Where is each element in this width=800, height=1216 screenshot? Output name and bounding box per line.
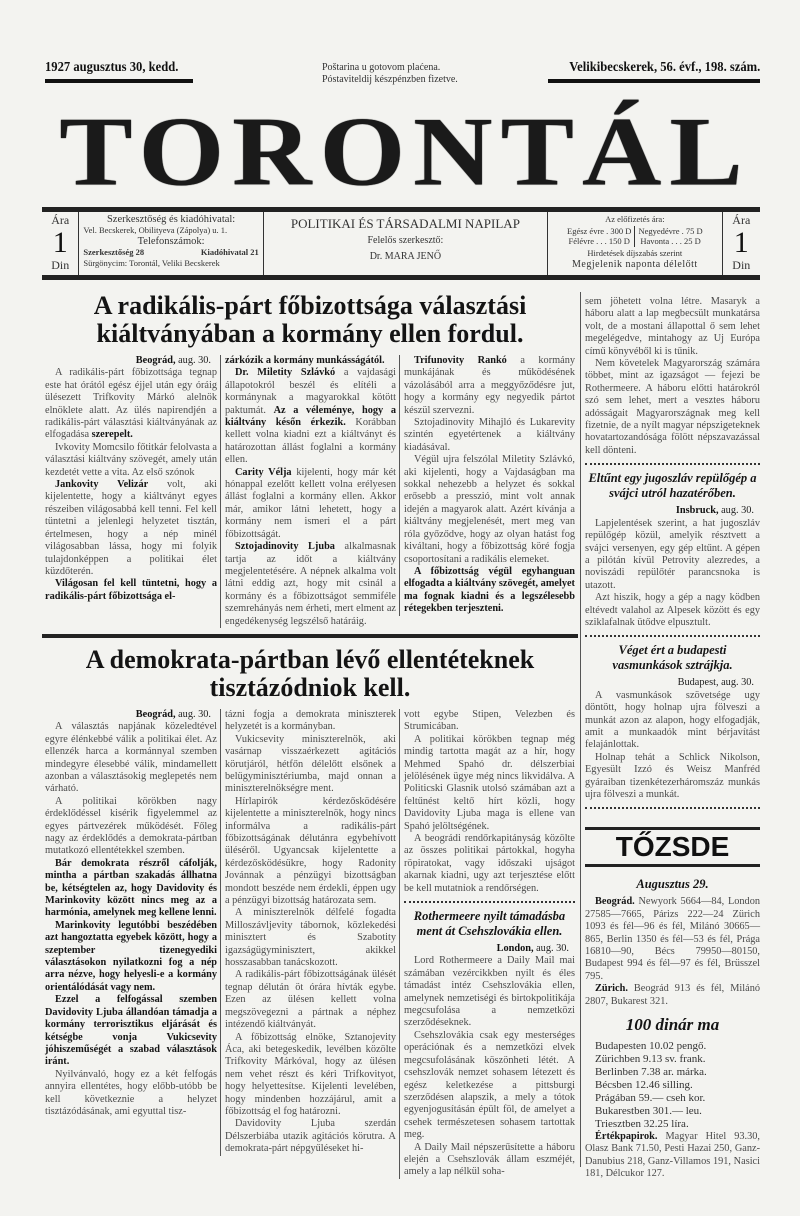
price-unit: Din [732,258,751,272]
bold-text: Sztojadinovity Ljuba [235,541,335,553]
article2-body [45,709,575,1179]
text: Csehszlovákia csak egy mesterséges operációnak és a nemzetközi elvek megcsufolásának köszönheti létét. A csehszlovák nemzet sohasem létezett és egész keletkezése a pittsburgi szerződésen alapszik, a mely a tótok egyenjogusításán épült föl, de amelyet a csehek természetesen sohasem tartottak meg. [404,1029,575,1141]
paragraph [404,955,575,1029]
text: A főbizottság végül egyhanguan elfogadta a kiáltvány szövegét, amelyet ma fognak kiadni és a legszélesebb rétegekben terjeszteni. [404,565,575,615]
text: Lord Rothermeere a Daily Mail mai számában vezércikkben nyilt és éles támadást intéz Csehszlovákia ellen, amelynek nemzetiségi és birtokpolitikája megcsufolása a nemzetközi szerződéseknek. [404,955,575,1029]
bold-text: Értékpapirok. [595,1131,658,1143]
news-headline: 100 dinár ma [625,1015,720,1035]
dateline [45,355,217,367]
rate-item: Zürichben 9.13 sv. frank. [595,1053,706,1066]
text: A választás napjának közeledtével egyre élénkebbé válik a politikai élet. Az ellenzék harca a kormánnyal szemben mindegyre élesebbé válik, mindamellett azonban a választásokig meglepetés nem várható. [45,721,217,795]
paragraph [404,454,575,566]
bold-text: Carity Vélja [235,466,292,478]
paragraph [45,796,217,858]
bold-text: Zürich. [595,983,628,995]
text: Holnap tehát a Schlick Nikolson, Egyesült Izzó és Weisz Manfréd gyáraiban tizenkétezerháromszáz munkás ujra fölveszi a munkát. [585,751,760,800]
rate-item: Budapesten 10.02 pengő. [595,1040,707,1053]
text: A politikai körökben nagy érdeklődéssel kisérik figyelemmel az egyes pártvezérek működését. Főleg nagy az érdeklődés a demokrata-pártban mutatkozó ellentétekkel szemben. [45,795,217,857]
text: aug. 30. [533,943,569,955]
paragraph [404,1142,575,1179]
postal-line-2: Póstaviteldij készpénzben fizetve. [322,74,458,85]
sub-quarter: Negyedévre . 75 D [635,226,706,237]
section-divider [42,634,578,638]
masthead-logo: TORONTÁL [59,96,751,206]
paragraph [225,734,396,796]
text: A Daily Mail népszerűsítette a háboru elején a Csehszlovák állam eszméjét, amely a lap nélkül soha- [404,1141,575,1178]
paragraph [45,578,217,603]
text: aug. 30. [718,505,754,517]
editor-name: Dr. MARA JENŐ [369,251,442,262]
paper-subtitle: POLITIKAI ÉS TÁRSADALMI NAPILAP [290,216,520,231]
issue-underline [548,79,760,83]
text: A beográdi rendőrkapitányság közölte az összes politikai pártokkal, hogyha röpiratokat, vagy időszaki ujságot akarnak kiadni, ugy azt terjesztése előtt be kell mutatniok a rendőrségen. [404,833,575,894]
subscription-title: Az előfizetés ára: [605,214,665,224]
paragraph [225,367,396,466]
text: Végül ujra felszólal Miletity Szlávkó, aki kijelenti, hogy a Vajdaságban ma sokkal nehezebb a helyzet és sokkal erősebb a presszió, mint volt annak idején a magyarok alatt. Azért kívánja a kiáltvány megjelenését, mert meg van róla győződve, hogy az olyan hatást fog kiváltani, hogy a főbizottság köré fogja csoportosítani a radikális elemeket. [404,454,575,565]
issue-number [548,60,760,83]
info-bar [42,207,760,280]
paragraph [585,896,760,983]
paragraph [585,1131,760,1181]
postal-line-1: Poštarina u gotovom plaćena. [322,62,441,73]
rate-item: Prágában 59.— cseh kor. [595,1092,706,1105]
phones-title: Telefonszámok: [137,236,205,247]
article1-body [45,355,575,628]
price-label: Ára [732,213,751,227]
dateline [45,709,217,721]
telegram-address: Sürgönycim: Torontál, Veliki Becskerek [83,258,220,268]
bold-text: Jankovity Velizár [55,479,149,491]
paragraph [225,1118,396,1155]
article2-column-2 [220,709,396,1156]
paragraph [585,518,760,592]
text: Budapest, [677,677,719,689]
sidebar-column [585,296,760,1181]
text: Vukicsevity miniszterelnök, aki vasárnap visszaérkezett agitációs körutjáról, hétfőn délelőtt elsőnek a belügyminisztériumba, majd onnan a miniszterelnökségre ment. [225,733,396,795]
text: aug. 30. [718,677,754,689]
paragraph [225,796,396,908]
paragraph [45,1069,217,1119]
text: Ivkovity Momcsilo főtitkár felolvasta a választási kiáltvány szövegét, amely után kezdetét vette a vita. Az első szónok [45,441,217,478]
article1-column-1 [45,355,217,603]
paragraph [225,907,396,969]
article2-column-3 [399,709,575,1179]
paragraph [225,1032,396,1119]
text: Ezzel a felfogással szemben Davidovity Ljuba állandóan támadja a kormány terrorisztikus eljárását és kétségbe vonja Vukicsevity jóhiszeműségét a szabad választások iránt. [45,994,217,1068]
dateline [585,505,760,517]
rate-item: Bukarestben 301.— leu. [595,1105,702,1118]
text: Hírlapirók kérdezősködésére kijelentette a miniszterelnök, hogy nincs informálva a radikális-párt főbizottságának délutánra egybehívott üléséről. Ugyancsak kijelentette a kérdezősködésükre, hogy Radonity Jovánnak a pénzügyi bizottságban mondott beszéde nem érdekli, éppen ugy a pénzügyi bizottság határozata sem. [225,795,396,907]
text: Bár demokrata részről cáfolják, mintha a pártban szakadás állhatna be, kétségtelen az, hogy Davidovity és Marinkovity között nincs meg az a harmónia, amelynek meg kellene lenni. [45,857,217,919]
text: Korábban kellett volna kiadni ezt a kiáltványt és határozottan állást foglalni a kormány ellen. [225,417,396,466]
text: Magyar Hitel 93.30, Olasz Bank 71.50, Pesti Hazai 250, Ganz-Danubius 218, Ganz-Villamos 191, Nasici 181, Délcukor 127. [585,1131,760,1180]
text: A főbizottság elnöke, Sztanojevity Áca, aki betegeskedik, levélben közölte Trifkovity Márkóval, hogy az ülésen nem vehet részt és kéri Trifkovityot, hogy helyettesítse. Kijelenti levelében, hogy mindenben hozzájárul, amit a főbizottság el fog határozni. [225,1031,396,1117]
rate-item: Bécsben 12.46 silling. [595,1079,693,1092]
paragraph [45,920,217,994]
paragraph [45,721,217,795]
price-value: 1 [733,226,749,259]
rate-item: Berlinben 7.38 ar. márka. [595,1066,707,1079]
text: zárkózik a kormány munkásságától. [225,355,385,366]
text: a kormány munkájának és működésének vázolásából arra a meggyőződésre jut, hogy a kormány egy negyedik pártot készül szervezni. [404,355,575,416]
paragraph [225,467,396,541]
price-right [723,212,760,275]
article1-column-3 [399,355,575,616]
bold-text: Trifunovity Rankó [414,355,507,366]
paragraph [585,592,760,629]
article2-headline: A demokrata-pártban lévő ellentéteknek tisztázódniok kell. [85,644,535,702]
dotted-divider [585,635,760,637]
text: A radikális-párt főbizottságának ülését tegnap délután öt órára hívták egybe. Ezen az ülésen kellett volna megszövegezni a pártnak a néphez intézendő kiáltványát. [225,969,396,1031]
text: Newyork 5664—84, London 27585—7665, Párizs 222—24 Zürich 1093 és fél—96 és fél, Milánó 30665—865, Berlin 1350 és fél—53 és fél, Prága 16810—90, Bécs 79950—80150, Budapest 994 és fél—97 és fél, Brüsszel 795. [585,896,760,982]
paragraph [404,417,575,454]
bold-text: Dr. Miletity Szlávkó [235,367,336,379]
paragraph [585,983,760,1008]
text: Marinkovity legutóbbi beszédében azt hangoztatta egyebek között, hogy a szeptember tizenegyediki választásokon nyilatkozni fog a nép arra nézve, hogy helyesli-e a kormány orientálódását vagy nem. [45,919,217,993]
article1-column-2 [220,355,396,628]
column-rule [580,292,581,1167]
postal-note [322,62,458,86]
news-headline: Eltűnt egy jugoszláv repülőgép a svájci utról hazatérőben. [588,471,757,501]
price-unit: Din [51,258,70,272]
paragraph [225,969,396,1031]
text: kijelenti, hogy már két hónappal ezelőtt kellett volna erélyesen állást foglalni a kormány ellen. Akkor már, amikor látni lehetett, hogy a kormány nem ismeri el a párt főbizottságát. [225,466,397,540]
news-headline: Véget ért a budapesti vasmunkások sztrájkja. [612,643,733,673]
text: A radikális-párt főbizottsága tegnap este hat órától egész éjjel után egy óráig ülésezett Trifkovity Márkó alelnök elnöklete alatt. Az ülés napirendjén a radikális-párt választási kiáltványának az elfogadása [45,367,217,441]
dotted-divider [404,901,575,903]
text: vott egybe Stipen, Velezben és Strumicában. [404,708,575,733]
text: Azt hiszik, hogy a gép a nagy ködben eltévedt valahol az Alpesek között és egy sziklafalnak ütődve elpusztult. [585,592,760,628]
paragraph [45,994,217,1068]
text: aug. 30. [175,708,211,720]
date-text: 1927 augusztus 30, kedd. [45,60,179,75]
issue-text: Velikibecskerek, 56. évf., 198. szám. [568,60,760,75]
news-headline: Augusztus 29. [636,877,709,892]
bold-text: Az a véleménye, hogy a kiáltvány későn érkezik. [225,404,397,429]
bold-text: London, [496,943,534,955]
text: a vajdasági állapotokról beszél és elítéli a kormánynak a magyarokkal kötött paktumát. [225,367,396,416]
editorial-info [79,212,263,275]
bold-text: Insbruck, [675,505,719,517]
article2-column-1 [45,709,217,1118]
paragraph [45,367,217,441]
paragraph [585,752,760,802]
text: A miniszterelnök délfelé fogadta Milloszávljevity tábornok, közlekedési minisztert és Szabotity igazságügyminisztert, akikkel hosszasabban tanácskozott. [225,907,396,969]
text: aug. 30. [175,355,211,366]
ads-note: Hirdetések díjszabás szerint [587,247,683,258]
paragraph [225,541,396,628]
paragraph [585,296,760,358]
rates-list [585,1040,760,1131]
text: Davidovity Ljuba szerdán Délszerbiába utazik agitációs körutra. A demokrata-párt népgyűléseket hi- [225,1118,396,1155]
sub-month: Havonta . . . 25 D [635,236,706,247]
paragraph [404,566,575,616]
dotted-divider [585,463,760,465]
phone-editorial: Szerkesztőség 28 [83,247,145,257]
phone-office: Kiadóhivatal 21 [200,247,259,257]
paragraph [404,833,575,895]
text: Beográd 913 és fél, Milánó 2807, Bukarest 321. [585,983,760,1007]
paragraph [585,690,760,752]
dotted-divider [585,807,760,809]
article1-headline: A radikális-párt főbizottsága választási kiáltványában a kormány ellen fordul. [93,291,527,348]
text: Világosan fel kell tüntetni, hogy a radikális-párt főbizottsága el- [45,578,217,602]
text: Sztojadinovity Mihajló és Lukarevity szintén egyetértenek a kiáltvány kiadásával. [404,417,575,453]
editorial-address: Vel. Becskerek, Obilityeva (Zápolya) u. 1. [83,225,228,235]
issue-date [45,60,193,83]
paragraph [45,479,217,578]
sub-half: Félévre . . . 150 D [568,236,630,246]
paragraph [404,734,575,833]
paragraph [225,355,396,367]
text: volt, aki kijelentette, hogy a kiáltványt egyes részeiben világosabbá kell tenni. Fel kell tüntetni a jelenlegi helyzetet tisztán, értelmesen, hogy a nép minél világosabban lássa, hogy mi folyik tulajdonképpen a politikai élet küzdőterén. [45,479,217,577]
bold-text: Beográd. [595,896,635,908]
stock-exchange-heading: TŐZSDE [585,827,760,867]
paragraph [404,1030,575,1142]
paragraph [45,442,217,479]
subscription-prices [564,226,706,247]
text: tázni fogja a demokrata miniszterek helyzetét is a kormányban. [225,708,396,733]
text: A vasmunkások szövetsége ugy döntött, hogy holnap ujra fölveszi a munkát azon az alapon, hogy elfogadják, amit a munkaadók mint bérjavítást felajánlottak. [585,689,760,751]
editor-label: Felelős szerkesztő: [367,235,444,246]
editorial-title: Szerkesztőség és kiadóhivatal: [106,214,236,225]
text: sem jöhetett volna létre. Masaryk a háboru alatt a lap megbecsült munkatársa volt, de a mostani állapottal ő sem lehet megelégedve, mintahogy az Uj Európa című könyvéből ki is tűnik. [585,296,760,357]
price-left [42,212,79,275]
dateline [585,677,760,689]
text: alkalmasnak tartja az időt a kiáltvány megjelentetésére. A népnek alkalma volt látni eddig azt, hogy mit csinál a kormány és a főbizottságot semmiféle szemrehányás nem érheti, mert elment az engedékenység legszélső határáig. [225,541,396,627]
text: A politikai körökben tegnap még mindig tartotta magát az a hír, hogy Mehmed Spahó dr. délszerbiai jelölésének ügye még nincs likvidálva. A Politicski Glasnik utolsó számában azt a feltűnést keltő hírt közli, hogy Davidovity Ljuba maga is ellene van Spahó jelöltségének. [404,733,575,832]
subscription-info [548,212,723,275]
rate-item: Triesztben 32.25 líra. [595,1118,689,1131]
paragraph [404,709,575,734]
paragraph [225,709,396,734]
dateline [404,943,575,955]
paper-subtitle-block [264,212,548,275]
price-label: Ára [51,213,70,227]
news-headline: Rothermeere nyilt támadásba ment át Csehszlovákia ellen. [413,909,566,939]
paragraph [45,858,217,920]
main-articles [45,292,575,1179]
bold-text: Beográd, [135,708,176,720]
paragraph [404,355,575,417]
bold-text: szerepelt. [91,429,133,441]
paragraph [585,358,760,457]
text: Lapjelentések szerint, a hat jugoszláv repülőgép közül, amelyik résztvett a svájci versenyen, egy gép eltűnt. A gépen a pilótán kívül Petrovity alezredes, a noviszádi repülőtér parancsnoka is utazott. [585,517,760,591]
text: Nyilvánvaló, hogy ez a két felfogás annyira ellentétes, hogy előbb-utóbb be kell következnie a helyzet tisztázódásának, ami egyuttal tisz- [45,1068,217,1117]
sub-year: Egész évre . 300 D [567,225,632,236]
date-underline [45,79,193,83]
text: Nem követelek Magyarország számára többet, mint az igazságot — fejezi be Rothermeere. A háboru előtti határokról szó sem lehet, mert a vesztes háboru adósságait Magyarországnak meg kell fizetnie, de a nyílt magyar népszigeteknek hovatartozandósága fölött népszavazással kell dönteni. [585,358,760,456]
price-value: 1 [52,226,68,259]
appears-note: Megjelenik naponta délelőtt [571,259,698,270]
bold-text: Beográd, [135,355,176,366]
